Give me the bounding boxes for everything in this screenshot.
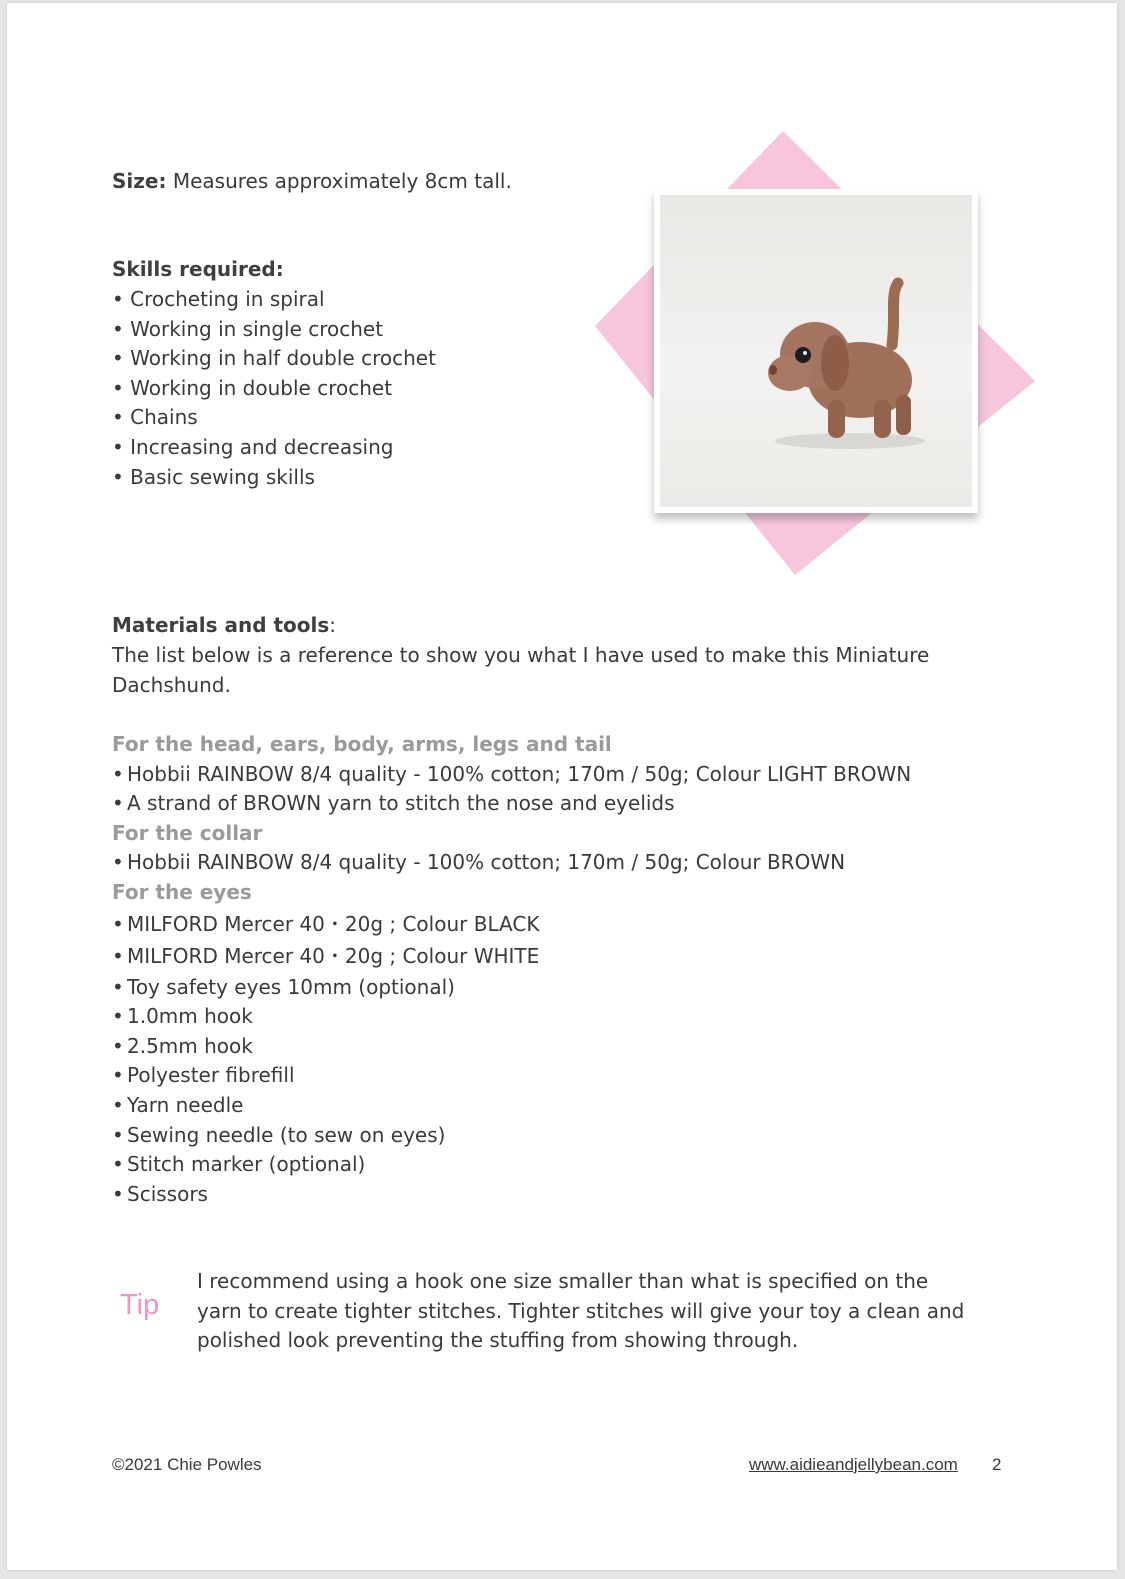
materials-heading	[112, 611, 336, 641]
list-item: • 2.5mm hook	[112, 1033, 253, 1058]
dachshund-photo	[660, 195, 972, 507]
section-title-eyes: For the eyes	[112, 879, 252, 904]
list-item: • Scissors	[112, 1181, 208, 1206]
list-item: • 1.0mm hook	[112, 1004, 253, 1029]
list-item: • Stitch marker (optional)	[112, 1152, 366, 1177]
list-item: • Polyester fibrefill	[112, 1063, 295, 1088]
list-item: • Chains	[112, 405, 198, 430]
copyright-text: ©2021 Chie Powles	[112, 1455, 262, 1474]
section-title-head: For the head, ears, body, arms, legs and tail	[112, 732, 612, 756]
list-item: • MILFORD Mercer 40・20g ; Colour BLACK	[112, 911, 540, 936]
list-item: • Hobbii RAINBOW 8/4 quality - 100% cotton; 170m / 50g; Colour BROWN	[112, 850, 846, 875]
list-item: • Working in double crochet	[112, 375, 393, 400]
materials-list	[112, 730, 911, 1209]
size-label: Size:	[112, 169, 167, 193]
list-item: • Working in half double crochet	[112, 346, 436, 371]
tip-text: I recommend using a hook one size smaller than what is specified on the yarn to create tighter stitches. Tighter stitches will give your toy a clean and polished look preventing the stuffing from showing through.	[197, 1269, 965, 1353]
website-link[interactable]: www.aidieandjellybean.com	[749, 1455, 958, 1474]
materials-heading-label: Materials and tools	[112, 613, 330, 637]
list-item: • Hobbii RAINBOW 8/4 quality - 100% cotton; 170m / 50g; Colour LIGHT BROWN	[112, 761, 912, 786]
materials-intro: The list below is a reference to show you what I have used to make this Miniature Dachshund.	[112, 643, 930, 697]
skills-list	[112, 285, 436, 492]
list-item: • Crocheting in spiral	[112, 287, 325, 311]
tip-label: Tip	[120, 1289, 160, 1321]
size-text: Measures approximately 8cm tall.	[166, 169, 512, 193]
skills-heading: Skills required:	[112, 257, 284, 281]
list-item: • MILFORD Mercer 40・20g ; Colour WHITE	[112, 944, 540, 969]
photo-frame	[654, 189, 978, 513]
list-item: • Basic sewing skills	[112, 464, 315, 489]
page-number: 2	[992, 1455, 1002, 1474]
list-item: • Increasing and decreasing	[112, 434, 394, 459]
product-photo-area	[595, 131, 1035, 575]
section-title-collar: For the collar	[112, 820, 263, 845]
list-item: • Sewing needle (to sew on eyes)	[112, 1122, 446, 1147]
list-item: • Working in single crochet	[112, 316, 384, 341]
list-item: • Toy safety eyes 10mm (optional)	[112, 974, 455, 999]
list-item: • Yarn needle	[112, 1092, 244, 1117]
materials-heading-colon: :	[329, 613, 337, 637]
list-item: • A strand of BROWN yarn to stitch the nose and eyelids	[112, 791, 675, 816]
pattern-page	[7, 3, 1117, 1570]
size-line	[112, 167, 512, 197]
